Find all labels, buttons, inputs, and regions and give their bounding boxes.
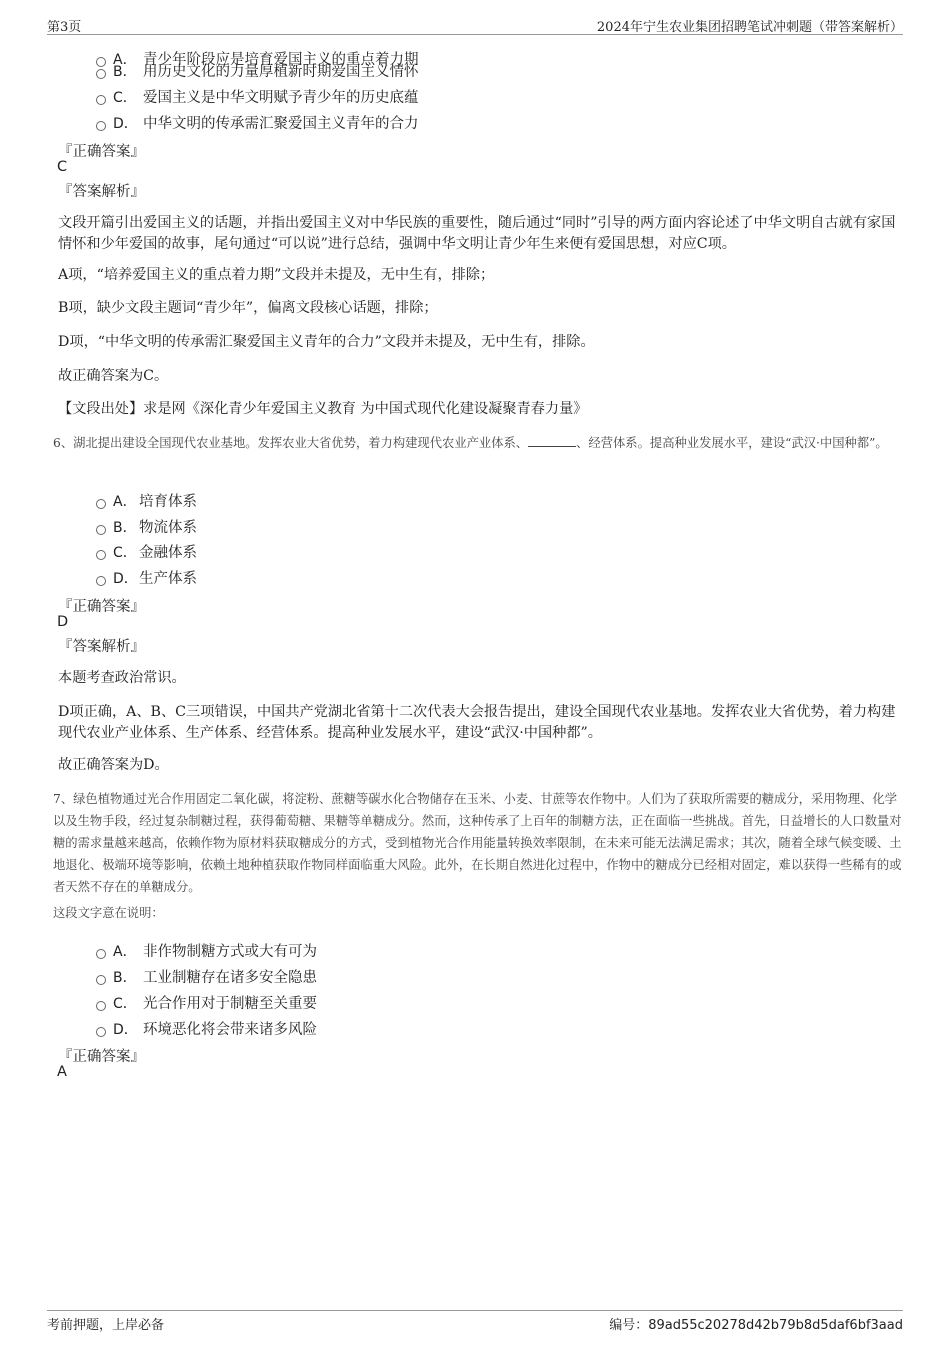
radio-icon[interactable] (96, 499, 106, 509)
q5-analysis-d: D项，“中华文明的传承需汇聚爱国主义青年的合力”文段并未提及，无中生有，排除。 (58, 334, 595, 350)
q7-answer-heading: 『正确答案』 (58, 1049, 145, 1065)
radio-icon[interactable] (96, 1027, 106, 1037)
q5-analysis-paragraph: 文段开篇引出爱国主义的话题，并指出爱国主义对中华民族的重要性，随后通过“同时”引导的两方面内容论述了中华文明自古就有家国情怀和少年爱国的故事，尾句通过“可以说”进行总结，强调中华文明让青少年生来便有爱国思想，对应C项。 (58, 215, 896, 252)
radio-icon[interactable] (96, 525, 106, 535)
q7-option-d[interactable]: D． 环境恶化将会带来诸多风险 (96, 1018, 317, 1039)
footer-slogan: 考前押题，上岸必备 (47, 1318, 165, 1333)
radio-icon[interactable] (96, 95, 106, 105)
radio-icon[interactable] (96, 1001, 106, 1011)
q5-source: 【文段出处】求是网《深化青少年爱国主义教育 为中国式现代化建设凝聚青春力量》 (58, 401, 588, 417)
q6-option-d[interactable]: D．生产体系 (96, 567, 197, 588)
q7-answer: A (57, 1064, 67, 1080)
q6-option-c[interactable]: C． 金融体系 (96, 541, 197, 562)
q6-analysis-body: D项正确，A、B、C三项错误，中国共产党湖北省第十二次代表大会报告提出，建设全国现代农业基地。发挥农业大省优势，着力构建现代农业产业体系、生产体系、经营体系。提高种业发展水平，建设“武汉·中国种都”。 (58, 704, 896, 741)
q5-option-c[interactable]: C． 爱国主义是中华文明赋予青少年的历史底蕴 (96, 86, 419, 107)
q5-analysis-heading: 『答案解析』 (58, 184, 145, 200)
q6-answer: D (57, 614, 69, 630)
q5-option-b[interactable]: B． 用历史文化的力量厚植新时期爱国主义情怀 (96, 60, 419, 81)
q5-answer-heading: 『正确答案』 (58, 144, 145, 160)
radio-icon[interactable] (96, 949, 106, 959)
q7-prompt: 这段文字意在说明： (53, 906, 164, 920)
document-title: 2024年宁生农业集团招聘笔试冲刺题（带答案解析） (596, 20, 903, 35)
page-number: 第3页 (47, 20, 82, 35)
q7-option-a[interactable]: A． 非作物制糖方式或大有可为 (96, 940, 317, 961)
q6-option-a[interactable]: A． 培育体系 (96, 490, 197, 511)
q7-stem: 7、绿色植物通过光合作用固定二氧化碳，将淀粉、蔗糖等碳水化合物储存在玉米、小麦、甘蔗等农作物中。人们为了获取所需要的糖成分，采用物理、化学以及生物手段，经过复杂制糖过程，获得葡萄糖、果糖等单糖成分。然而，这种传承了上百年的制糖方法，正在面临一些挑战。首先，日益增长的人口数量对糖的需求量越来越高，依赖作物为原材料获取糖成分的方式，受到植物光合作用能量转换效率限制，在未来可能无法满足需求；其次，随着全球气候变暖、土地退化、极端环境等影响，依赖土地种植获取作物同样面临重大风险。此外，在长期自然进化过程中，作物中的糖成分已经相对固定，难以获得一些稀有的或者天然不存在的单糖成分。 (53, 792, 902, 894)
radio-icon[interactable] (96, 576, 106, 586)
q5-option-d[interactable]: D． 中华文明的传承需汇聚爱国主义青年的合力 (96, 112, 419, 133)
q6-analysis-heading: 『答案解析』 (58, 639, 145, 655)
answer-blank (528, 436, 576, 447)
radio-icon[interactable] (96, 975, 106, 985)
q5-analysis-a: A项，“培养爱国主义的重点着力期”文段并未提及，无中生有，排除； (58, 267, 495, 283)
radio-icon[interactable] (96, 121, 106, 131)
radio-icon[interactable] (96, 550, 106, 560)
q5-analysis-b: B项，缺少文段主题词“青少年”，偏离文段核心话题，排除； (58, 300, 438, 316)
page-footer (47, 1310, 903, 1334)
q7-option-c[interactable]: C． 光合作用对于制糖至关重要 (96, 992, 317, 1013)
document-code: 编号：89ad55c20278d42b79b8d5daf6bf3aad (609, 1318, 903, 1333)
q5-answer: C (57, 159, 68, 175)
q5-option-a[interactable]: A． 青少年阶段应是培育爱国主义的重点着力期 (96, 48, 419, 69)
q6-answer-heading: 『正确答案』 (58, 599, 145, 615)
q6-analysis-intro: 本题考查政治常识。 (58, 670, 186, 686)
q5-analysis-conclusion: 故正确答案为C。 (58, 368, 169, 384)
q6-analysis-conclusion: 故正确答案为D。 (58, 757, 169, 773)
radio-icon[interactable] (96, 69, 106, 79)
page-header (47, 16, 903, 35)
q7-option-b[interactable]: B． 工业制糖存在诸多安全隐患 (96, 966, 317, 987)
q6-stem: 6、湖北提出建设全国现代农业基地。发挥农业大省优势，着力构建现代农业产业体系、 、经营体系。提高种业发展水平，建设“武汉·中国种都”。 (53, 436, 888, 450)
q6-option-b[interactable]: B． 物流体系 (96, 516, 197, 537)
